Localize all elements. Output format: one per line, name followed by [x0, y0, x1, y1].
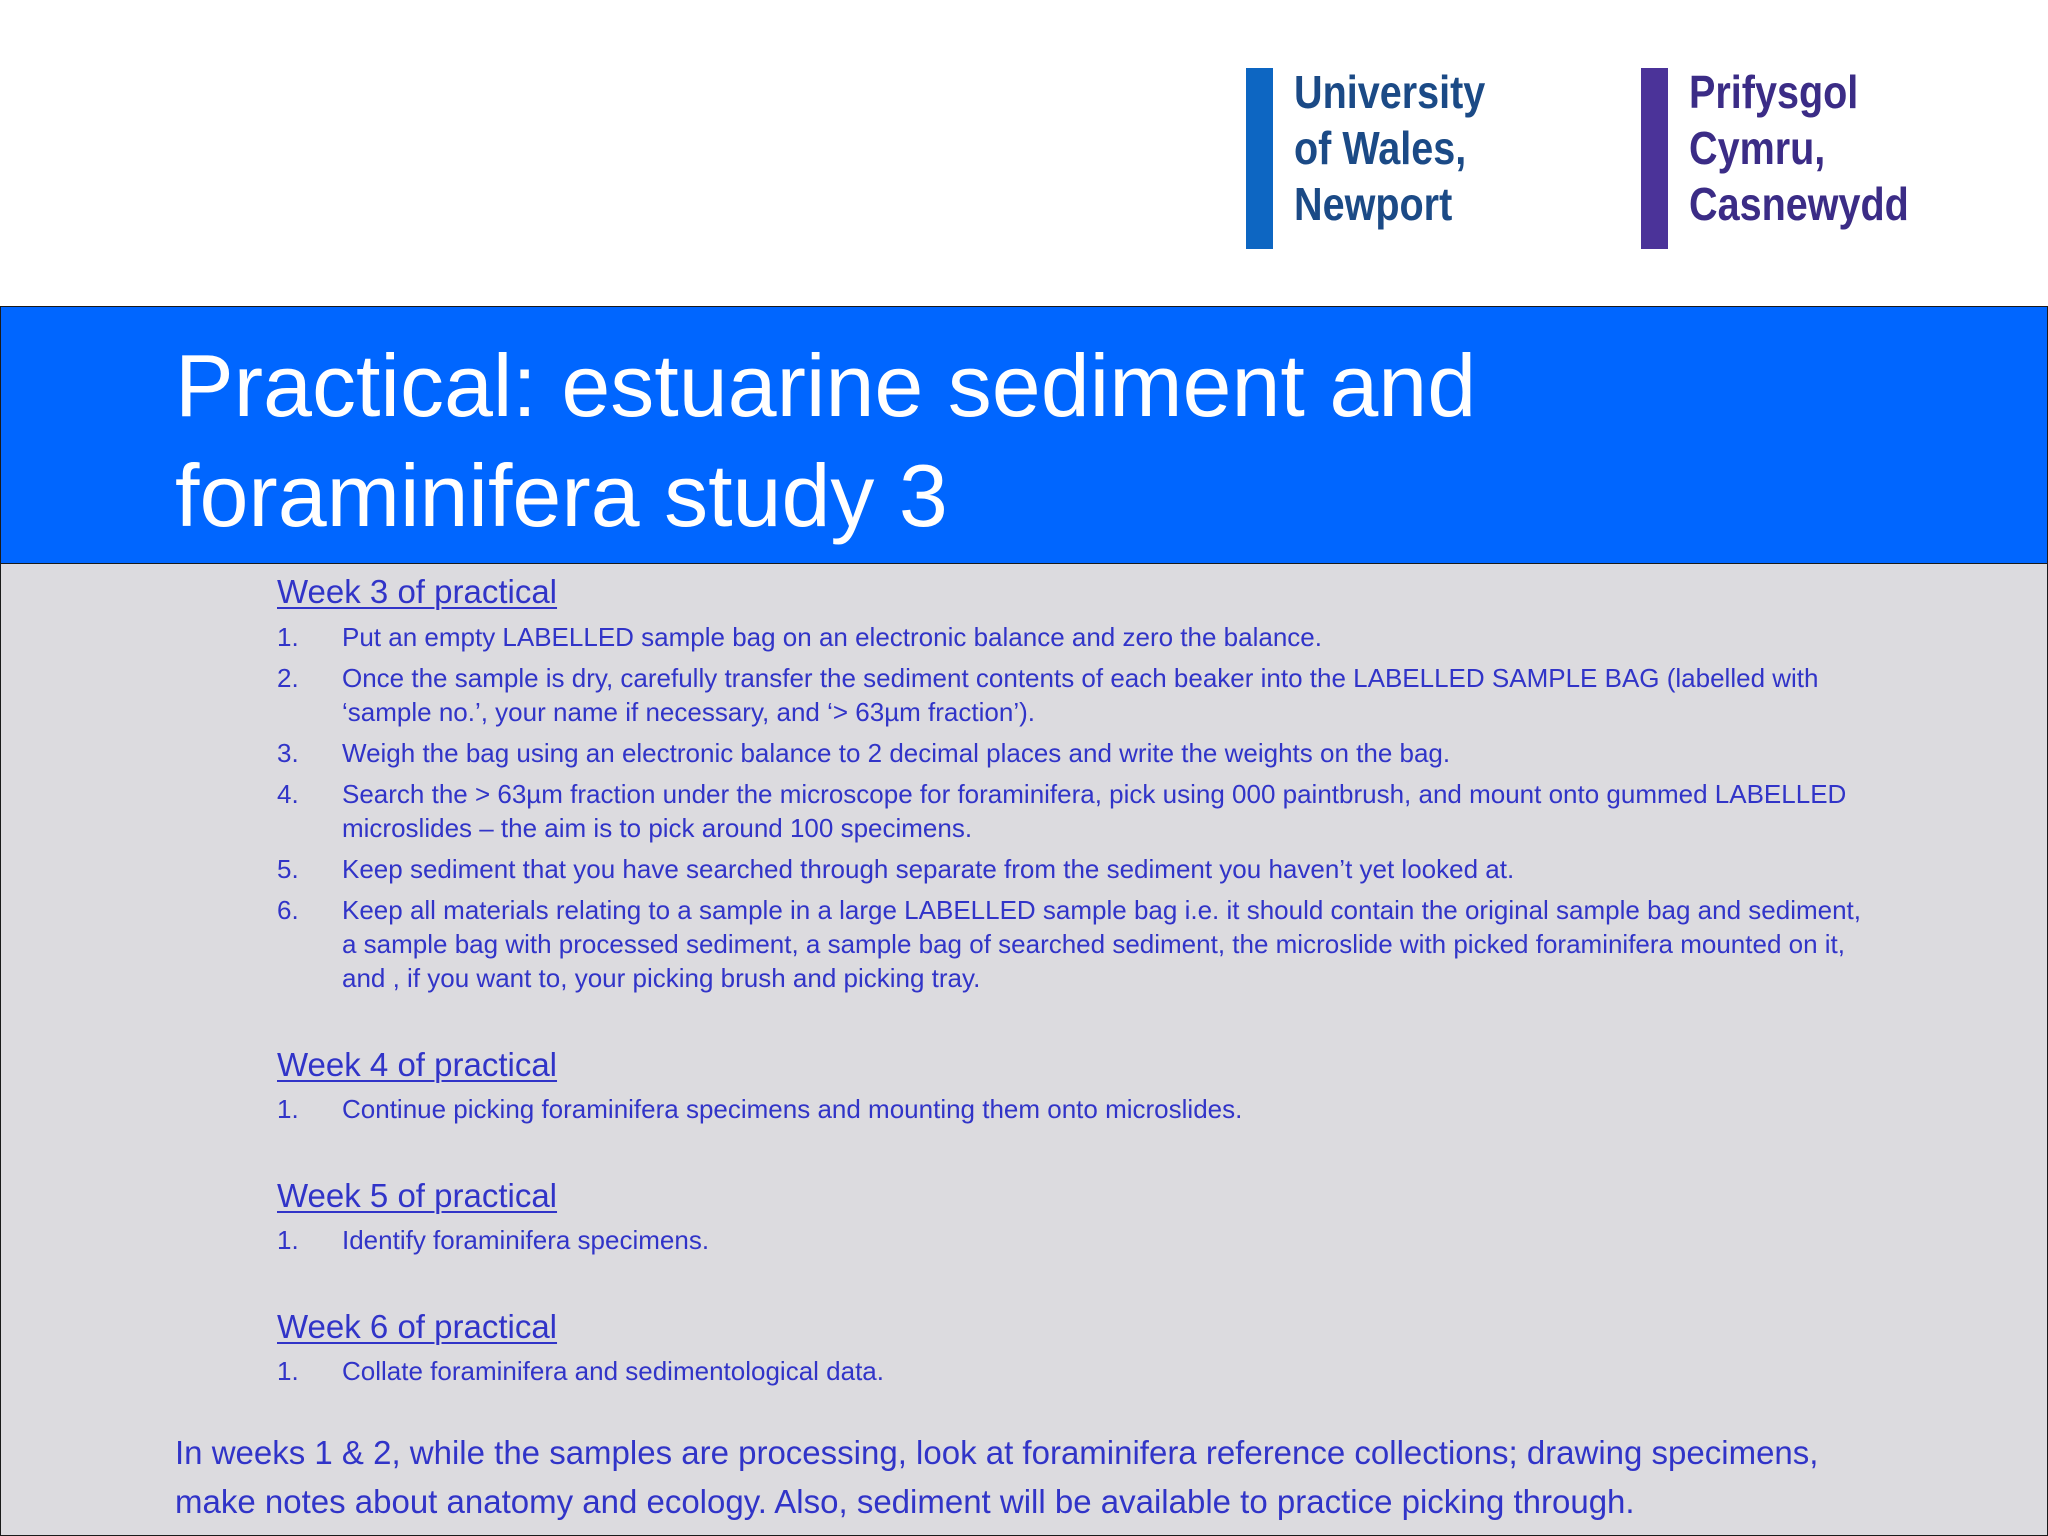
- list-text: Identify foraminifera specimens.: [342, 1225, 710, 1255]
- list-item: [277, 1092, 1877, 1126]
- list-number: 1.: [277, 1094, 299, 1124]
- list-item: [277, 893, 1877, 995]
- footer-note: In weeks 1 & 2, while the samples are processing, look at foraminifera reference collections; drawing specimens, make notes about anatomy and ecology. Also, sediment will be available to practice picking through.: [175, 1434, 1819, 1520]
- logo-text-welsh: [1689, 64, 1909, 232]
- slide-header: [0, 0, 2048, 306]
- list-item: [277, 1354, 1877, 1388]
- logo-line: Casnewydd: [1689, 178, 1909, 230]
- logo-line: Prifysgol: [1689, 66, 1859, 118]
- list-text: Search the > 63µm fraction under the microscope for foraminifera, pick using 000 paintbrush, and mount onto gummed LABELLED microslides – the aim is to pick around 100 specimens.: [342, 779, 1847, 843]
- logo-line: Newport: [1294, 178, 1453, 230]
- slide-title-line-2: foraminifera study 3: [175, 446, 948, 545]
- logo-bar-purple: [1641, 68, 1668, 249]
- list-item: [277, 620, 1877, 654]
- slide-content: [0, 564, 2048, 1536]
- list-number: 1.: [277, 1225, 299, 1255]
- logo-line: of Wales,: [1294, 122, 1467, 174]
- list-item: [277, 777, 1877, 845]
- list-text: Continue picking foraminifera specimens and mounting them onto microslides.: [342, 1094, 1243, 1124]
- list-number: 2.: [277, 663, 299, 693]
- list-number: 3.: [277, 738, 299, 768]
- section-heading-week-4: Week 4 of practical: [277, 1046, 558, 1083]
- list-number: 4.: [277, 779, 299, 809]
- list-number: 1.: [277, 1356, 299, 1386]
- section-heading-week-5: Week 5 of practical: [277, 1177, 558, 1214]
- logo-line: Cymru,: [1689, 122, 1826, 174]
- logo-line: University: [1294, 66, 1486, 118]
- list-number: 1.: [277, 622, 299, 652]
- list-item: [277, 661, 1877, 729]
- logo-bar-blue: [1246, 68, 1273, 249]
- title-band: [0, 306, 2048, 565]
- logo-text-english: [1294, 64, 1485, 232]
- list-item: [277, 1223, 1877, 1257]
- list-item: [277, 852, 1877, 886]
- list-item: [277, 736, 1877, 770]
- list-text: Keep sediment that you have searched through separate from the sediment you haven’t yet looked at.: [342, 854, 1515, 884]
- section-heading-week-6: Week 6 of practical: [277, 1308, 558, 1345]
- list-text: Put an empty LABELLED sample bag on an electronic balance and zero the balance.: [342, 622, 1322, 652]
- list-number: 6.: [277, 895, 299, 925]
- slide-title-line-1: Practical: estuarine sediment and: [175, 336, 1477, 435]
- list-text: Weigh the bag using an electronic balance to 2 decimal places and write the weights on the bag.: [342, 738, 1451, 768]
- list-text: Keep all materials relating to a sample in a large LABELLED sample bag i.e. it should contain the original sample bag and sediment, a sample bag with processed sediment, a sample bag of searched sediment, the microslide with picked foraminifera mounted on it, and , if you want to, your picking brush and picking tray.: [342, 895, 1861, 993]
- list-text: Once the sample is dry, carefully transfer the sediment contents of each beaker into the LABELLED SAMPLE BAG (labelled with ‘sample no.’, your name if necessary, and ‘> 63µm fraction’).: [342, 663, 1819, 727]
- list-text: Collate foraminifera and sedimentological data.: [342, 1356, 884, 1386]
- list-number: 5.: [277, 854, 299, 884]
- slide-title: [175, 331, 1935, 551]
- section-heading-week-3: Week 3 of practical: [277, 573, 558, 610]
